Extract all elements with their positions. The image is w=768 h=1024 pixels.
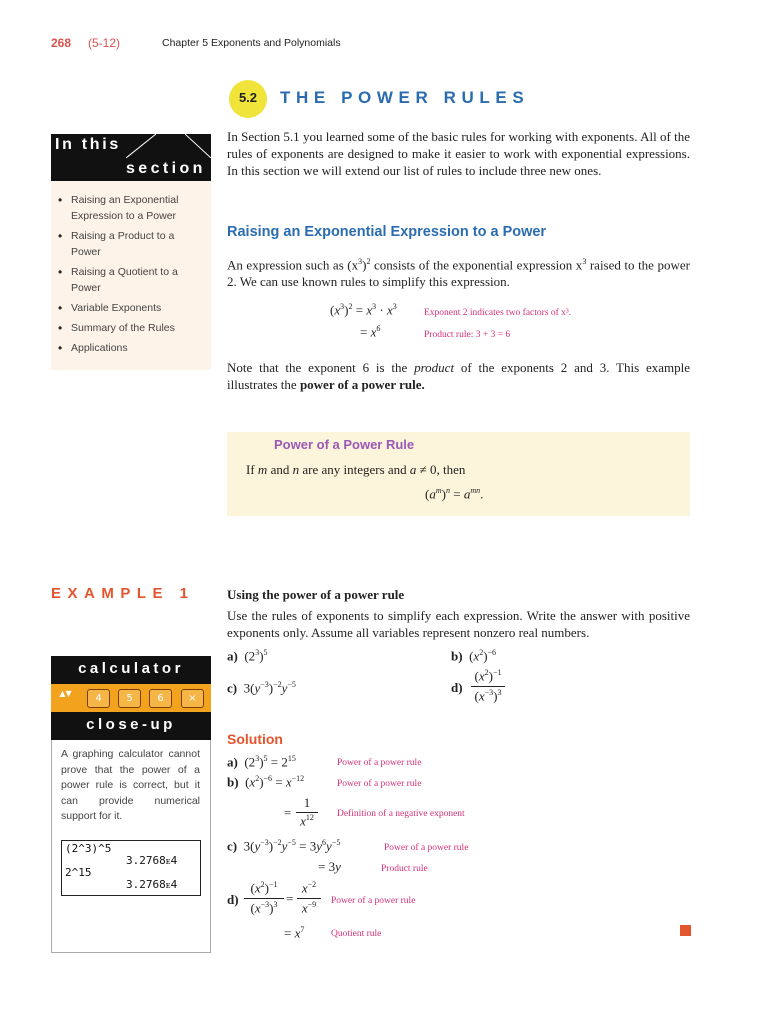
summary-paragraph: Note that the exponent 6 is the product of the exponents 2 and 3. This example illustrates the power of a power rule. xyxy=(227,360,690,392)
topic-item[interactable]: • Applications xyxy=(54,340,204,356)
solution-b-equals: = xyxy=(284,805,292,820)
calculator-description: A graphing calculator cannot prove that the power of a power rule is correct, but it can provide numerical support for it. xyxy=(61,748,200,823)
example-label: EXAMPLE 1 xyxy=(51,585,195,602)
rule-title: Power of a Power Rule xyxy=(274,437,415,452)
screen-line-4: 3.2768ᴇ4 xyxy=(126,878,178,891)
solution-d-label: d) xyxy=(227,892,239,907)
equation-line-1: $(x^3)^2 = x^3 \cdot x^3$ xyxy=(330,302,397,318)
intro-paragraph: In Section 5.1 you learned some of the basic rules for working with exponents. All of the rules of exponents are designed to make it easier to work with exponential expressions. In this section we will extend our list of rules to include three new ones. xyxy=(227,129,690,178)
topic-item[interactable]: • Raising an Exponential Expression to a Power xyxy=(54,192,204,224)
solution-c-note-2: Product rule xyxy=(381,864,428,874)
section-topics-list xyxy=(54,192,204,360)
key-6: 6 xyxy=(149,689,172,708)
key-4: 4 xyxy=(87,689,110,708)
topic-item[interactable]: • Summary of the Rules xyxy=(54,320,204,336)
solution-d-denominator-2: $x^{-9}$ xyxy=(301,900,317,916)
subsection-heading: Raising an Exponential Expression to a Power xyxy=(227,224,547,240)
example-title: Using the power of a power rule xyxy=(227,587,405,602)
solution-d-note-2: Quotient rule xyxy=(331,929,382,939)
solution-b-denominator: $x^{12}$ xyxy=(300,813,314,829)
solution-b-note: Power of a power rule xyxy=(337,779,422,789)
equation-line-2: = $x^6$ xyxy=(360,324,381,340)
problem-b: b) $(x^2)^{-6}$ xyxy=(451,648,497,664)
calculator-label: calculator xyxy=(78,660,184,677)
solution-b-numerator: 1 xyxy=(303,795,311,810)
key-5: 5 xyxy=(118,689,141,708)
in-this-label: In this xyxy=(55,136,122,153)
rule-text: If m and n are any integers and a ≠ 0, then xyxy=(246,462,466,477)
equation-note-2: Product rule: 3 + 3 = 6 xyxy=(424,330,511,340)
header-divider-line xyxy=(126,134,156,158)
problem-a: a) $(2^3)^5$ xyxy=(227,648,268,664)
solution-d-note: Power of a power rule xyxy=(331,896,416,906)
solution-b-note-2: Definition of a negative exponent xyxy=(337,809,465,819)
arrow-keys-icon: ▲▼ xyxy=(59,689,72,698)
calculator-screen xyxy=(61,840,201,896)
problem-d-denominator: $(x^{-3})^3$ xyxy=(474,688,502,704)
topic-item[interactable]: • Raising a Quotient to a Power xyxy=(54,264,204,296)
closeup-label: close-up xyxy=(86,716,176,733)
solution-d-2: = $x^7$ xyxy=(284,925,305,941)
fraction-bar xyxy=(244,898,284,899)
screen-line-2: 3.2768ᴇ4 xyxy=(126,854,178,867)
screen-line-1: (2^3)^5 xyxy=(65,842,112,855)
solution-a: a) $(2^3)^5 = 2^{15}$ xyxy=(227,754,296,770)
key-multiply: × xyxy=(181,689,204,708)
fraction-bar xyxy=(471,686,505,687)
example-instructions: Use the rules of exponents to simplify each expression. Write the answer with positive exponents only. Assume all variables represent nonzero real numbers. xyxy=(227,608,690,640)
subsection-paragraph: An expression such as $(x^3)^2$ consists of the exponential expression $x^3$ raised to the power 2. We can use known rules to simplify this expression. xyxy=(227,257,690,290)
page-number: 268 xyxy=(51,36,72,50)
section-title: THE POWER RULES xyxy=(280,88,530,107)
problem-d-numerator: $(x^2)^{-1}$ xyxy=(474,668,502,684)
topic-item[interactable]: • Raising a Product to a Power xyxy=(54,228,204,260)
solution-d-numerator: $(x^2)^{-1}$ xyxy=(250,880,278,896)
solution-label: Solution xyxy=(227,731,283,747)
solution-d-numerator-2: $x^{-2}$ xyxy=(301,880,317,896)
section-number: 5.2 xyxy=(238,90,258,105)
solution-d-denominator: $(x^{-3})^3$ xyxy=(250,900,278,916)
section-number-badge xyxy=(229,80,267,118)
screen-line-3: 2^15 xyxy=(65,866,92,879)
problem-d-label: d) xyxy=(451,680,463,695)
equation-note-1: Exponent 2 indicates two factors of x³. xyxy=(424,308,572,318)
calculator-keypad xyxy=(51,684,211,712)
fraction-bar xyxy=(297,898,321,899)
solution-b: b) $(x^2)^{-6} = x^{-12}$ xyxy=(227,774,305,790)
section-label: section xyxy=(126,160,206,177)
problem-c: c) $3(y^{-3})^{-2}y^{-5}$ xyxy=(227,680,296,696)
solution-c-note: Power of a power rule xyxy=(384,843,469,853)
solution-d-equals: = xyxy=(286,891,294,906)
topic-item[interactable]: • Variable Exponents xyxy=(54,300,204,316)
rule-equation: $(a^m)^n = a^{mn}$. xyxy=(425,486,484,502)
page-code: (5-12) xyxy=(88,36,121,50)
header-divider-line xyxy=(185,134,211,158)
solution-a-note: Power of a power rule xyxy=(337,758,422,768)
solution-c-2: = 3y xyxy=(318,859,341,874)
solution-c: c) $3(y^{-3})^{-2}y^{-5} = 3y^6y^{-5}$ xyxy=(227,838,341,854)
end-of-example-mark xyxy=(680,925,691,936)
chapter-title: Chapter 5 Exponents and Polynomials xyxy=(162,37,341,49)
